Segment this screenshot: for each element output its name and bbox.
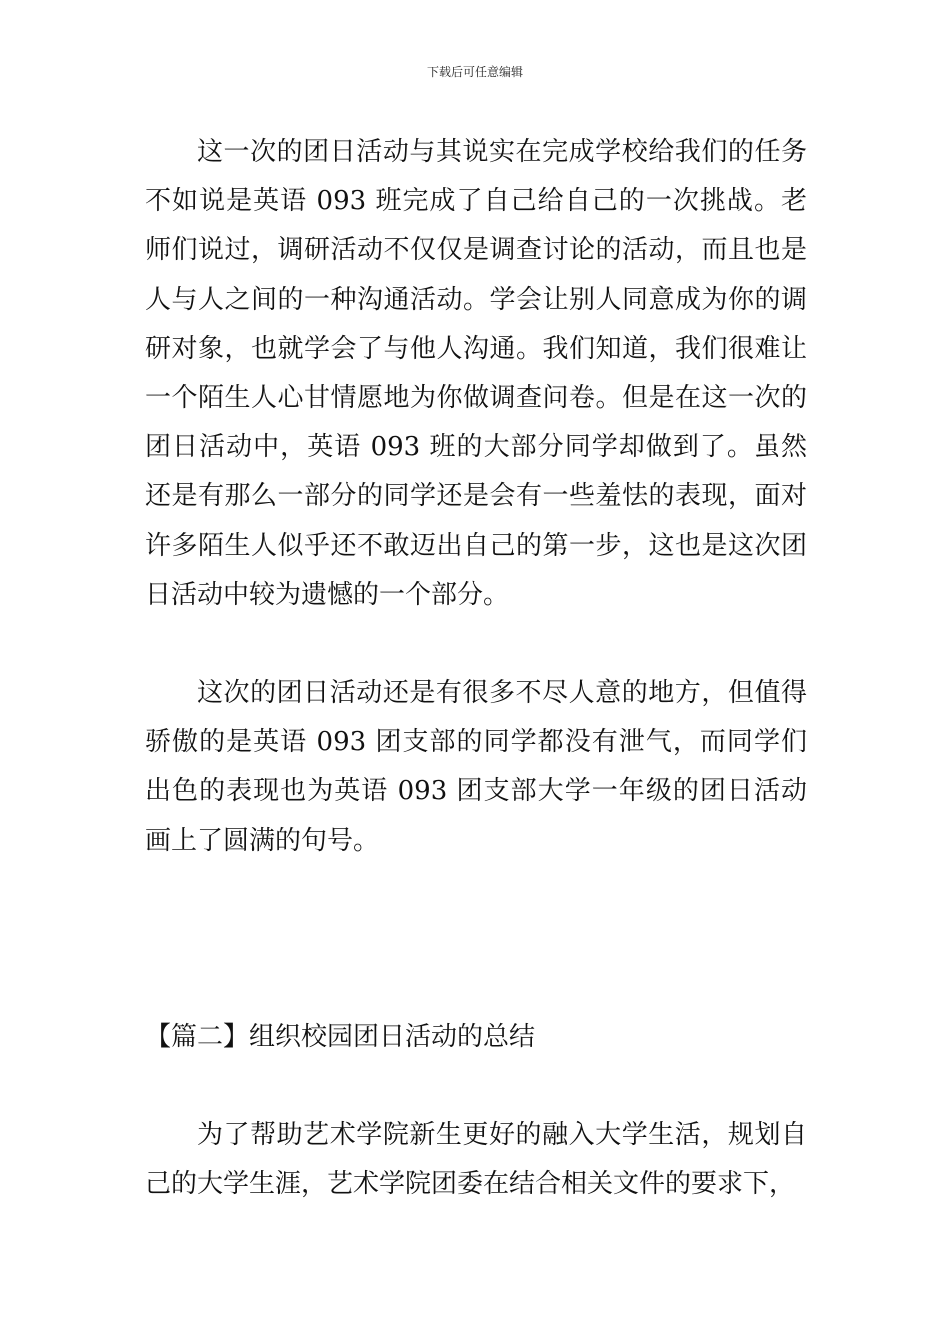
- paragraph-activity-challenge: 这一次的团日活动与其说实在完成学校给我们的任务不如说是英语 093 班完成了自己给自己的一次挑战。老师们说过，调研活动不仅仅是调查讨论的活动，而且也是人与人之间的一种沟通活动。学会让别人同意成为你的调研对象，也就学会了与他人沟通。我们知道，我们很难让一个陌生人心甘情愿地为你做调查问卷。但是在这一次的团日活动中，英语 093 班的大部分同学却做到了。虽然还是有那么一部分的同学还是会有一些羞怯的表现，面对许多陌生人似乎还不敢迈出自己的第一步，这也是这次团日活动中较为遗憾的一个部分。: [145, 137, 807, 610]
- document-body: [145, 128, 807, 1209]
- paragraph-section2-intro: 为了帮助艺术学院新生更好的融入大学生活，规划自己的大学生涯，艺术学院团委在结合相关文件的要求下，: [145, 1119, 807, 1200]
- header-note: 下载后可任意编辑: [426, 65, 523, 79]
- paragraph-activity-conclusion: 这次的团日活动还是有很多不尽人意的地方，但值得骄傲的是英语 093 团支部的同学都没有泄气，而同学们出色的表现也为英语 093 团支部大学一年级的团日活动画上了圆满的句号。: [145, 678, 807, 856]
- section-heading: 【篇二】组织校园团日活动的总结: [145, 1021, 536, 1052]
